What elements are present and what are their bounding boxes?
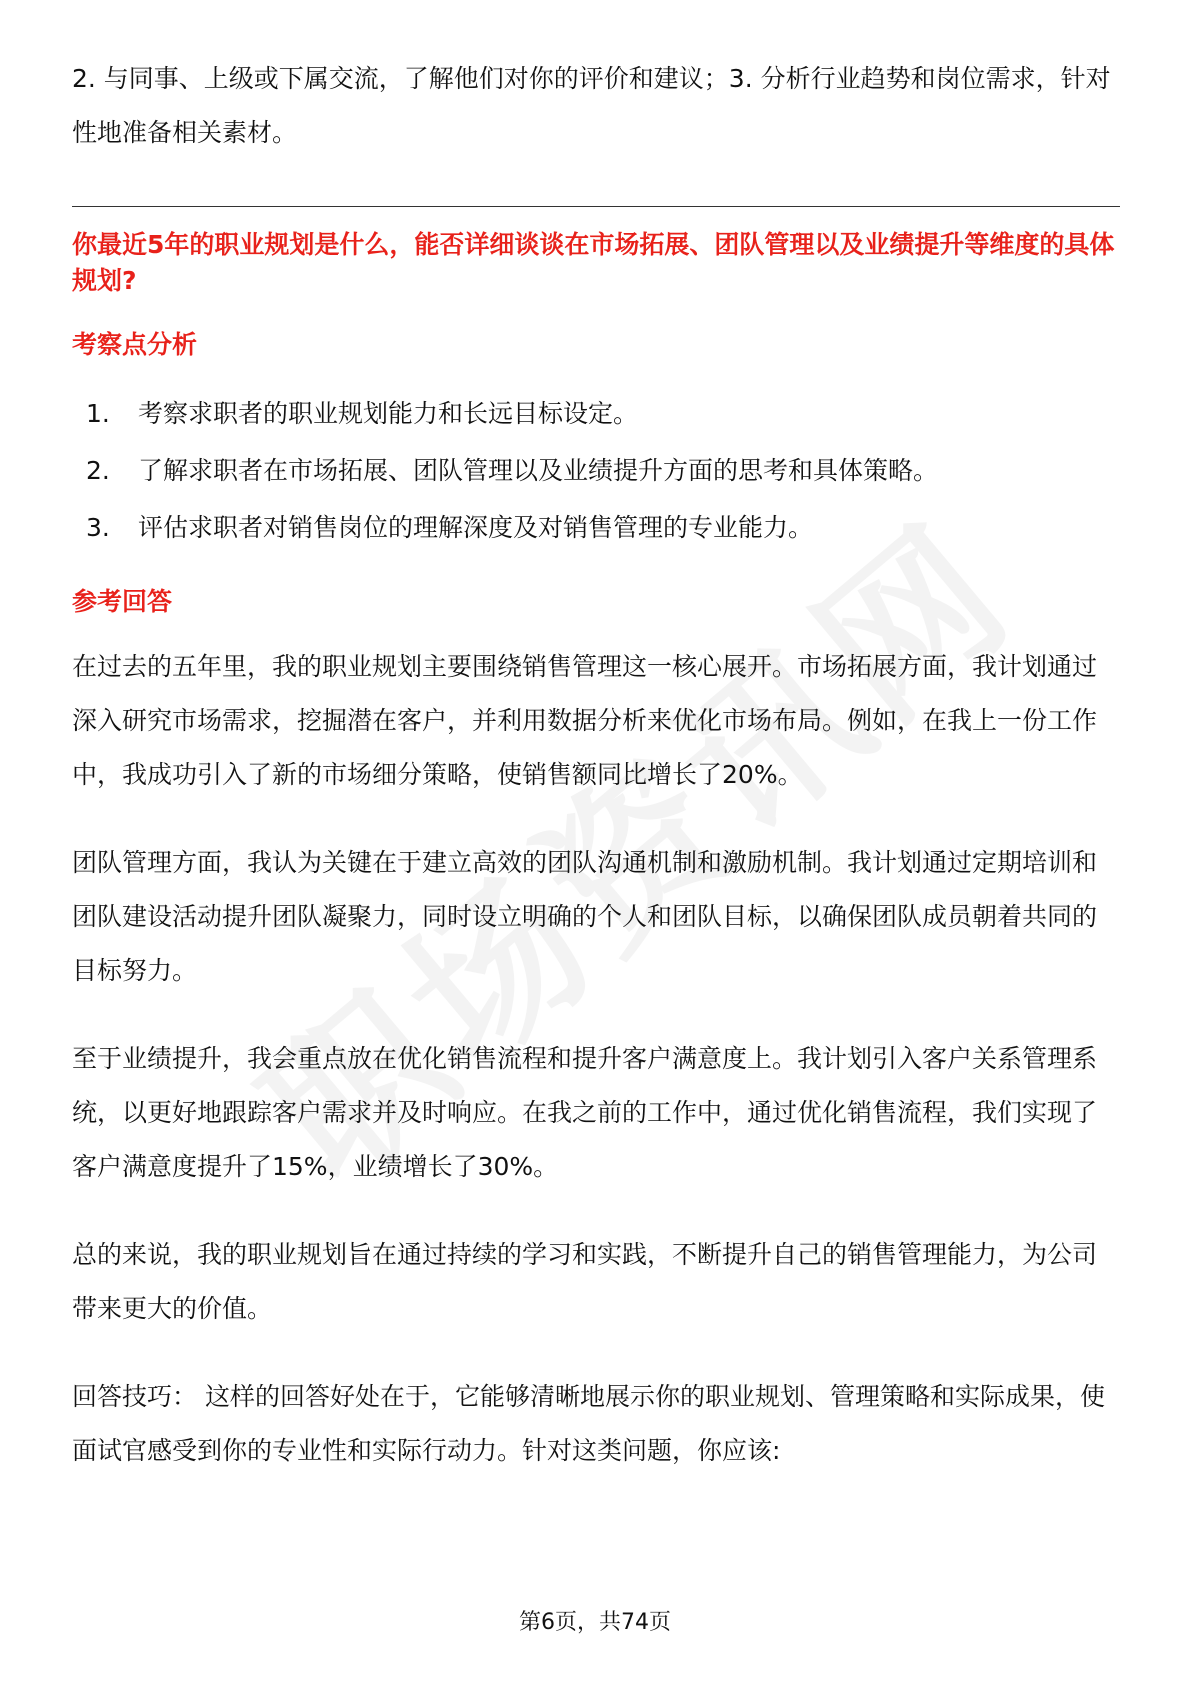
answer-title: 参考回答 <box>72 587 173 616</box>
answer-paragraph-performance: 至于业绩提升，我会重点放在优化销售流程和提升客户满意度上。我计划引入客户关系管理系统，以更好地跟踪客户需求并及时响应。在我之前的工作中，通过优化销售流程，我们实现了客户满意度提升了15%，业绩增长了30%。 <box>72 1044 1098 1181</box>
answer-paragraph-summary: 总的来说，我的职业规划旨在通过持续的学习和实践，不断提升自己的销售管理能力，为公司带来更大的价值。 <box>72 1240 1098 1323</box>
page-content <box>72 52 1120 1478</box>
answer-paragraph-team: 团队管理方面，我认为关键在于建立高效的团队沟通机制和激励机制。我计划通过定期培训和团队建设活动提升团队凝聚力，同时设立明确的个人和团队目标，以确保团队成员朝着共同的目标努力。 <box>72 848 1098 985</box>
analysis-point <box>72 499 1120 556</box>
answer-tips-paragraph: 回答技巧： 这样的回答好处在于，它能够清晰地展示你的职业规划、管理策略和实际成果，使面试官感受到你的专业性和实际行动力。针对这类问题，你应该: <box>72 1382 1105 1465</box>
analysis-point-number: 2. <box>86 456 110 485</box>
analysis-point-list <box>72 385 1120 556</box>
analysis-point-number: 3. <box>86 513 110 542</box>
analysis-point-text: 了解求职者在市场拓展、团队管理以及业绩提升方面的思考和具体策略。 <box>138 456 939 485</box>
answer-paragraph-market: 在过去的五年里，我的职业规划主要围绕销售管理这一核心展开。市场拓展方面，我计划通过深入研究市场需求，挖掘潜在客户，并利用数据分析来优化市场布局。例如，在我上一份工作中，我成功引入了新的市场细分策略，使销售额同比增长了20%。 <box>72 652 1098 789</box>
analysis-point-text: 评估求职者对销售岗位的理解深度及对销售管理的专业能力。 <box>138 513 814 542</box>
section-divider <box>72 206 1120 207</box>
intro-paragraph: 2. 与同事、上级或下属交流，了解他们对你的评价和建议；3. 分析行业趋势和岗位需求，针对性地准备相关素材。 <box>72 64 1111 147</box>
analysis-point-number: 1. <box>86 399 110 428</box>
analysis-title: 考察点分析 <box>72 330 198 359</box>
analysis-point <box>72 442 1120 499</box>
analysis-point <box>72 385 1120 442</box>
question-heading: 你最近5年的职业规划是什么，能否详细谈谈在市场拓展、团队管理以及业绩提升等维度的具体规划? <box>72 230 1115 295</box>
analysis-point-text: 考察求职者的职业规划能力和长远目标设定。 <box>138 399 639 428</box>
page-number-footer: 第6页，共74页 <box>519 1610 671 1635</box>
